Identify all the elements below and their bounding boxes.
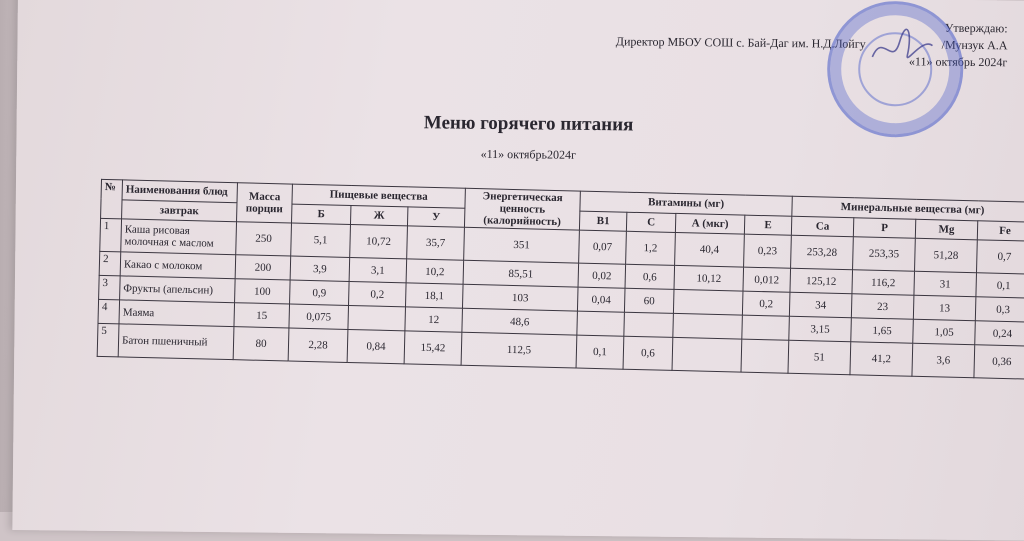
header-c: C — [626, 212, 675, 233]
cell-fat: 0,2 — [349, 281, 407, 306]
cell-fe: 0,3 — [975, 297, 1024, 322]
header-a: А (мкг) — [675, 213, 744, 234]
cell-p: 116,2 — [852, 270, 915, 296]
cell-mg: 13 — [913, 295, 976, 321]
cell-a — [672, 337, 742, 372]
cell-carbs: 10,2 — [406, 259, 464, 284]
cell-energy: 103 — [462, 284, 578, 311]
header-dish-name: Наименования блюд — [122, 180, 237, 202]
cell-carbs: 35,7 — [407, 226, 465, 260]
director-signature — [867, 27, 937, 73]
cell-protein: 0,9 — [290, 280, 350, 305]
approval-director-title: Директор МБОУ СОШ с. Бай-Даг им. Н.Д.Лойгу — [615, 34, 866, 51]
cell-carbs: 15,42 — [404, 331, 462, 365]
cell-mg: 1,05 — [913, 319, 976, 345]
approval-director-name: /Мунзук А.А — [941, 37, 1008, 53]
cell-fat — [348, 305, 406, 330]
cell-protein: 5,1 — [291, 223, 351, 257]
header-num: № — [101, 179, 123, 219]
cell-fe: 0,24 — [975, 321, 1024, 346]
cell-c — [624, 312, 674, 337]
cell-b1 — [577, 311, 625, 336]
cell-e — [741, 339, 789, 373]
header-minerals: Минеральные вещества (мг) — [792, 196, 1024, 221]
cell-protein: 0,075 — [289, 304, 349, 329]
cell-e: 0,2 — [742, 291, 790, 316]
header-ca: Ca — [791, 216, 853, 237]
cell-c: 60 — [624, 288, 674, 313]
cell-carbs: 12 — [405, 307, 463, 332]
cell-fe: 0,1 — [976, 273, 1024, 298]
header-protein: Б — [292, 204, 351, 225]
cell-energy: 351 — [464, 227, 580, 263]
cell-mass: 15 — [234, 303, 290, 328]
page-title: Меню горячего питания — [423, 112, 634, 136]
header-nutrients: Пищевые вещества — [292, 184, 465, 208]
header-vitamins: Витамины (мг) — [580, 191, 792, 216]
cell-p: 253,35 — [853, 237, 916, 272]
cell-e: 0,23 — [744, 234, 792, 268]
cell-energy: 85,51 — [463, 260, 579, 287]
header-p: P — [853, 217, 915, 238]
cell-ca: 3,15 — [789, 316, 852, 342]
header-carbs: У — [407, 206, 464, 227]
cell-b1: 0,04 — [577, 287, 625, 312]
cell-mg: 3,6 — [912, 343, 975, 378]
cell-p: 23 — [851, 294, 914, 320]
header-energy: Энергетическая ценность (калорийность) — [464, 188, 580, 230]
cell-a — [673, 313, 743, 339]
cell-p: 41,2 — [850, 342, 913, 377]
cell-name: Фрукты (апельсин) — [120, 276, 236, 303]
cell-name: Батон пшеничный — [118, 324, 234, 360]
cell-b1: 0,02 — [578, 263, 626, 288]
header-mg: Mg — [915, 219, 977, 240]
header-b1: B1 — [579, 211, 626, 232]
cell-ca: 125,12 — [790, 268, 853, 294]
cell-name: Каша рисовая молочная с маслом — [121, 219, 237, 255]
cell-carbs: 18,1 — [405, 283, 463, 308]
cell-fe: 0,7 — [976, 240, 1024, 274]
nutrition-table — [97, 179, 1024, 380]
cell-p: 1,65 — [851, 318, 914, 344]
cell-mg: 51,28 — [915, 238, 978, 273]
menu-date: «11» октябрь2024г — [480, 146, 577, 162]
cell-energy: 112,5 — [461, 332, 577, 368]
cell-ca: 34 — [789, 292, 852, 318]
cell-num: 5 — [97, 323, 119, 357]
cell-b1: 0,07 — [579, 230, 627, 264]
cell-mass: 200 — [235, 255, 291, 280]
cell-mass: 100 — [235, 279, 291, 304]
cell-mg: 31 — [914, 271, 977, 297]
cell-mass: 250 — [236, 222, 292, 256]
cell-num: 3 — [99, 275, 121, 300]
cell-a: 10,12 — [674, 265, 744, 291]
cell-name: Какао с молоком — [120, 252, 236, 279]
cell-energy: 48,6 — [462, 308, 578, 335]
cell-c: 0,6 — [623, 336, 673, 370]
cell-fe: 0,36 — [974, 345, 1024, 379]
cell-a: 40,4 — [675, 232, 745, 267]
cell-fat: 3,1 — [349, 257, 407, 282]
cell-protein: 2,28 — [288, 328, 348, 362]
cell-num: 1 — [100, 218, 122, 252]
cell-a — [673, 289, 743, 315]
document-sheet — [12, 0, 1024, 541]
cell-mass: 80 — [233, 327, 289, 361]
cell-name: Маяма — [119, 300, 235, 327]
cell-num: 4 — [98, 299, 120, 324]
cell-num: 2 — [99, 251, 121, 276]
cell-protein: 3,9 — [290, 256, 350, 281]
header-fe: Fe — [977, 220, 1024, 241]
cell-ca: 51 — [788, 340, 851, 375]
cell-c: 1,2 — [626, 231, 676, 265]
table-header-row-1 — [101, 179, 1024, 221]
header-mass: Масса порции — [237, 183, 293, 223]
header-meal: завтрак — [122, 199, 237, 221]
cell-e: 0,012 — [743, 267, 791, 292]
cell-c: 0,6 — [625, 264, 675, 289]
header-fat: Ж — [350, 205, 407, 226]
header-e: E — [744, 215, 791, 236]
approval-label: Утверждаю: — [944, 20, 1008, 36]
cell-ca: 253,28 — [791, 235, 854, 270]
cell-b1: 0,1 — [576, 335, 624, 369]
cell-fat: 0,84 — [347, 329, 405, 363]
cell-fat: 10,72 — [350, 224, 408, 258]
approval-date: «11» октябрь 2024г — [908, 54, 1008, 70]
cell-e — [742, 315, 790, 340]
